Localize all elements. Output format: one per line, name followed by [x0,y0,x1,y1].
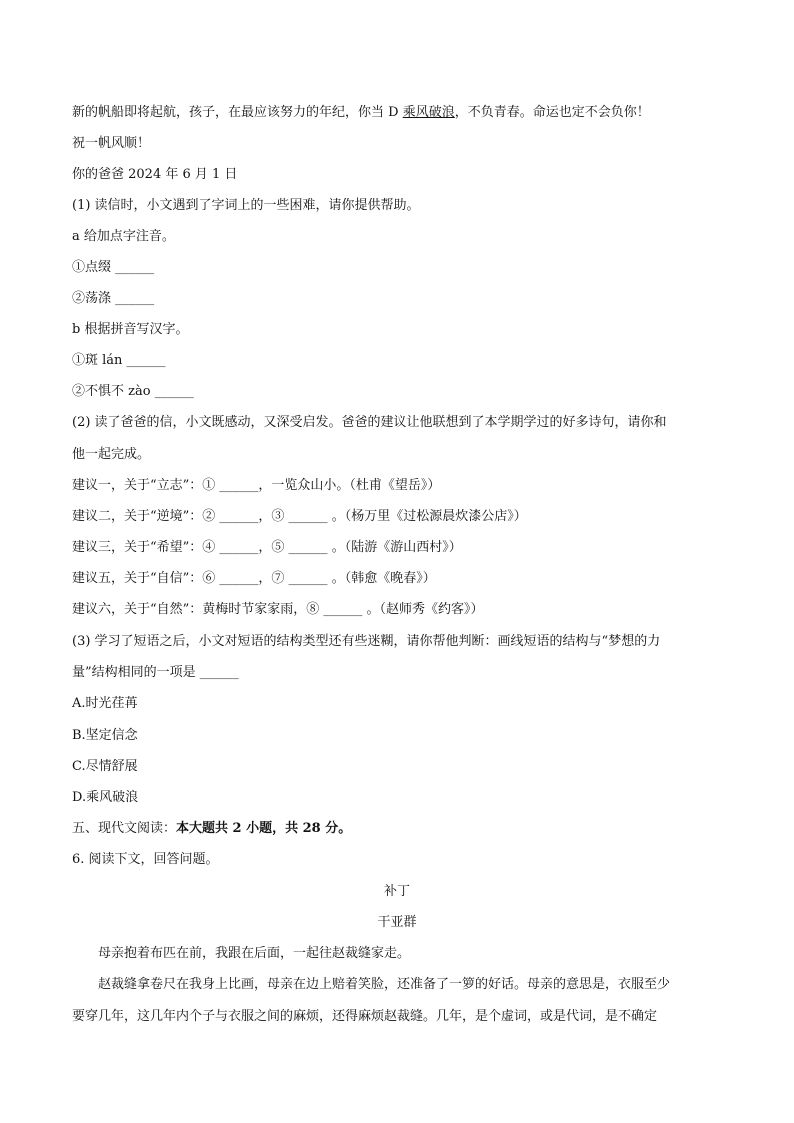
q1-a-title: a 给加点字注音。 [72,229,175,244]
article-paragraph-1: 母亲抱着布匹在前，我跟在后面，一起往赵裁缝家走。 [98,946,411,961]
letter-closing: 祝一帆风顺！ [72,136,151,151]
letter-signature: 你的爸爸 2024 年 6 月 1 日 [72,167,238,182]
q2-title-line-2: 他一起完成。 [72,447,151,462]
q1-b1: ①斑 lán ______ [72,353,166,368]
q3-option-b: B.坚定信念 [72,728,138,743]
article-title: 补丁 [383,884,410,899]
q3-option-d: D.乘风破浪 [72,790,139,805]
q1-b2: ②不惧不 zào ______ [72,384,194,399]
q2-suggestion-6: 建议六，关于“自然”：黄梅时节家家雨，⑧ ______ 。（赵师秀《约客》） [72,602,484,617]
q2-suggestion-3: 建议三，关于“希望”：④ ______，⑤ ______ 。（陆游《游山西村》） [72,540,462,555]
q2-suggestion-5: 建议五，关于“自信”：⑥ ______，⑦ ______ 。（韩愈《晚春》） [72,571,436,586]
letter-text: 新的帆船即将起航，孩子，在最应该努力的年纪，你当 D [72,105,403,120]
q1-a2: ②荡涤 ______ [72,291,155,306]
q2-title-line-1: (2) 读了爸爸的信，小文既感动，又深受启发。爸爸的建议让他联想到了本学期学过的好多诗句，请你和 [72,415,667,430]
article-paragraph-2-line-1: 赵裁缝拿卷尺在我身上比画，母亲在边上赔着笑脸，还准备了一箩的好话。母亲的意思是，衣服至少 [98,977,671,992]
article-paragraph-2-line-2: 要穿几年，这几年内个子与衣服之间的麻烦，还得麻烦赵裁缝。几年，是个虚词，或是代词，是不确定 [72,1009,658,1024]
underlined-phrase: 乘风破浪 [402,105,455,120]
q1-title: (1) 读信时，小文遇到了字词上的一些困难，请你提供帮助。 [72,198,420,213]
q2-suggestion-2: 建议二，关于“逆境”：② ______，③ ______ 。（杨万里《过松源晨炊漆公店》） [72,509,527,524]
q2-suggestion-1: 建议一，关于“立志”：① ______，一览众山小。（杜甫《望岳》） [72,478,441,493]
q1-a1: ①点缀 ______ [72,260,155,275]
q3-option-a: A.时光荏苒 [72,696,138,711]
letter-text: ，不负青春。命运也定不会负你！ [454,105,650,120]
q3-title-line-1: (3) 学习了短语之后，小文对短语的结构类型还有些迷糊，请你帮他判断：画线短语的结构与“梦想的力 [72,634,661,649]
q3-title-line-2: 量”结构相同的一项是 ______ [72,665,239,680]
article-author: 干亚群 [377,915,417,930]
q1-b-title: b 根据拼音写汉字。 [72,322,189,337]
q3-option-c: C.尽情舒展 [72,759,138,774]
section-5-detail: 本大题共 2 小题，共 28 分。 [176,821,352,836]
section-5-prefix: 五、现代文阅读： [72,821,177,836]
letter-line-1 [72,104,650,122]
section-5-heading [72,820,351,838]
q6-instruction: 6. 阅读下文，回答问题。 [72,852,219,867]
